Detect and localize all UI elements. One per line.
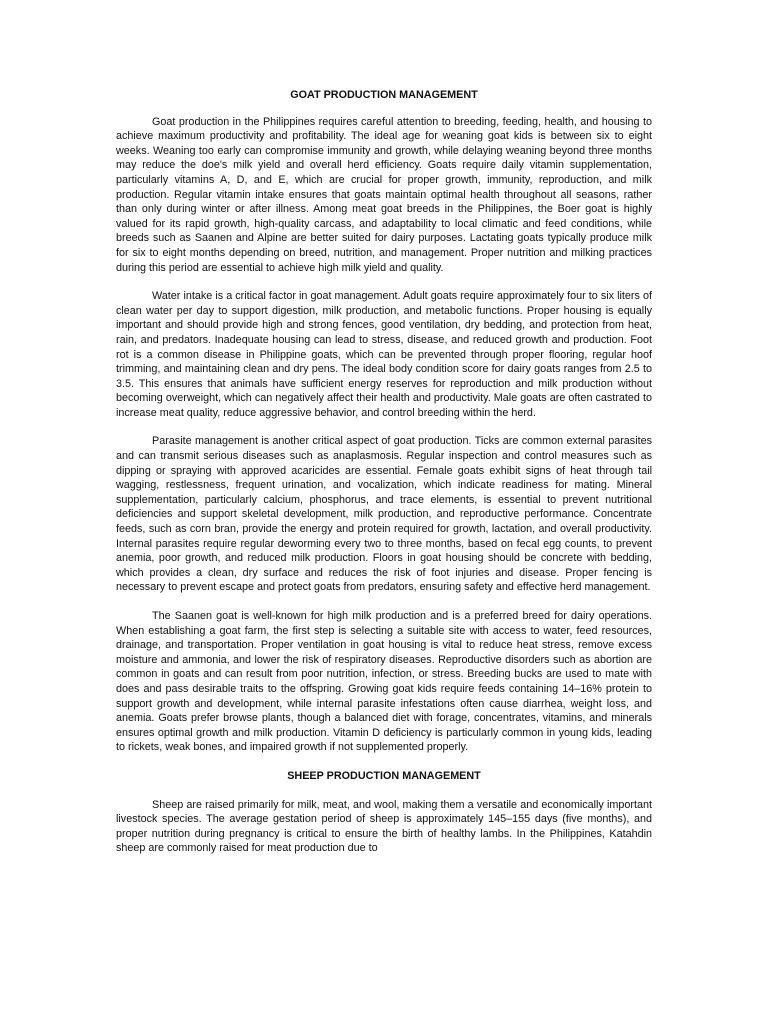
- paragraph-sheep-intro: Sheep are raised primarily for milk, meat, and wool, making them a versatile and economically important livestock species. The average gestation period of sheep is approximately 145–155 days (five months), and proper nutrition during pregnancy is critical to ensure the birth of healthy lambs. In the Philippines, Katahdin sheep are commonly raised for meat production due to: [116, 798, 652, 855]
- section-heading-goat: GOAT PRODUCTION MANAGEMENT: [290, 89, 478, 101]
- paragraph-saanen-farm: The Saanen goat is well-known for high milk production and is a preferred breed for dairy operations. When establishing a goat farm, the first step is selecting a suitable site with access to water, feed resources, drainage, and transportation. Proper ventilation in goat housing is vital to reduce heat stress, remove excess moisture and ammonia, and lower the risk of respiratory diseases. Reproductive disorders such as abortion are common in goats and can result from poor nutrition, infection, or stress. Breeding bucks are used to mate with does and pass desirable traits to the offspring. Growing goat kids require feeds containing 14–16% protein to support growth and development, while internal parasite infestations often cause diarrhea, weight loss, and anemia. Goats prefer browse plants, though a balanced diet with forage, concentrates, vitamins, and minerals ensures optimal growth and milk production. Vitamin D deficiency is particularly common in young kids, leading to rickets, weak bones, and impaired growth if not supplemented properly.: [116, 610, 652, 754]
- paragraph-water-housing: Water intake is a critical factor in goat management. Adult goats require approximately four to six liters of clean water per day to support digestion, milk production, and metabolic functions. Proper housing is equally important and should provide high and strong fences, good ventilation, dry bedding, and protection from heat, rain, and predators. Inadequate housing can lead to stress, disease, and reduced growth and production. Foot rot is a common disease in Philippine goats, which can be prevented through proper flooring, regular hoof trimming, and maintaining clean and dry pens. The ideal body condition score for dairy goats ranges from 2.5 to 3.5. This ensures that animals have sufficient energy reserves for reproduction and milk production without becoming overweight, which can negatively affect their health and productivity. Male goats are often castrated to increase meat quality, reduce aggressive behavior, and control breeding within the herd.: [116, 290, 652, 419]
- paragraph-goat-intro: Goat production in the Philippines requires careful attention to breeding, feeding, health, and housing to achieve maximum productivity and profitability. The ideal age for weaning goat kids is between six to eight weeks. Weaning too early can compromise immunity and growth, while delaying weaning beyond three months may reduce the doe's milk yield and overall herd efficiency. Goats require daily vitamin supplementation, particularly vitamins A, D, and E, which are crucial for proper growth, immunity, reproduction, and milk production. Regular vitamin intake ensures that goats maintain optimal health throughout all seasons, rather than only during winter or after illness. Among meat goat breeds in the Philippines, the Boer goat is highly valued for its rapid growth, high-quality carcass, and adaptability to local climatic and feed conditions, while breeds such as Saanen and Alpine are better suited for dairy purposes. Lactating goats typically produce milk for six to eight months depending on breed, nutrition, and management. Proper nutrition and milking practices during this period are essential to achieve high milk yield and quality.: [116, 115, 652, 274]
- paragraph-parasite-management: Parasite management is another critical aspect of goat production. Ticks are common external parasites and can transmit serious diseases such as anaplasmosis. Regular inspection and control measures such as dipping or spraying with approved acaricides are essential. Female goats exhibit signs of heat through tail wagging, restlessness, frequent urination, and vocalization, which indicate readiness for mating. Mineral supplementation, particularly calcium, phosphorus, and trace elements, is essential to prevent nutritional deficiencies and support skeletal development, milk production, and reproductive performance. Concentrate feeds, such as corn bran, provide the energy and protein required for growth, lactation, and overall productivity. Internal parasites require regular deworming every two to three months, based on fecal egg counts, to prevent anemia, poor growth, and reduced milk production. Floors in goat housing should be concrete with bedding, which provides a clean, dry surface and reduces the risk of foot injuries and disease. Proper fencing is necessary to prevent escape and protect goats from predators, ensuring safety and effective herd management.: [116, 435, 652, 594]
- section-heading-sheep: SHEEP PRODUCTION MANAGEMENT: [287, 769, 481, 782]
- document-body: [116, 82, 652, 870]
